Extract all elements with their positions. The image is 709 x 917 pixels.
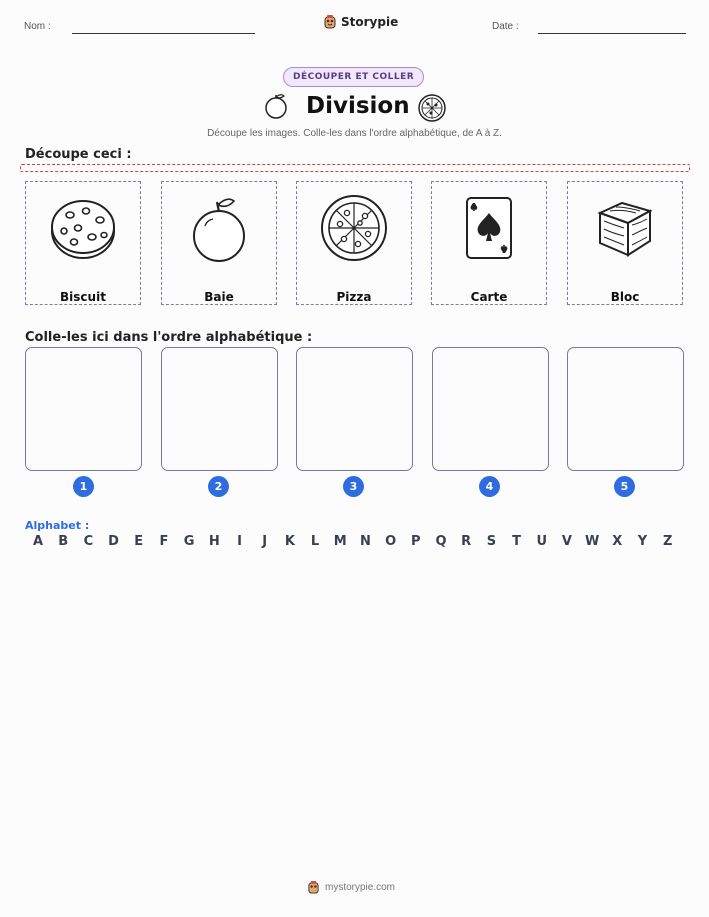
paste-box-1[interactable] [25, 347, 142, 471]
playing-card-icon [449, 188, 529, 268]
footer [307, 880, 395, 895]
name-label: Nom : [24, 21, 51, 32]
alphabet-letter: U [536, 534, 548, 549]
alphabet-letter: Q [435, 534, 447, 549]
alphabet-row [28, 534, 678, 549]
storypie-mascot-icon [323, 14, 337, 30]
alphabet-letter: V [561, 534, 572, 549]
instructions: Découpe les images. Colle-les dans l'ordre alphabétique, de A à Z. [207, 128, 502, 139]
paste-box-2[interactable] [161, 347, 278, 471]
paste-section-label: Colle-les ici dans l'ordre alphabétique : [25, 330, 313, 345]
activity-badge: DÉCOUPER ET COLLER [283, 67, 424, 87]
alphabet-letter: F [159, 534, 169, 549]
number-badge-4: 4 [479, 476, 500, 497]
alphabet-letter: G [183, 534, 195, 549]
alphabet-letter: Z [662, 534, 673, 549]
alphabet-letter: L [310, 534, 320, 549]
brand-logo [323, 14, 398, 30]
alphabet-letter: R [461, 534, 472, 549]
card-label: Carte [470, 290, 508, 304]
cut-card-pizza[interactable] [296, 181, 412, 305]
alphabet-letter: O [385, 534, 397, 549]
alphabet-letter: N [359, 534, 371, 549]
alphabet-letter: C [83, 534, 94, 549]
alphabet-letter: A [32, 534, 44, 549]
alphabet-letter: B [58, 534, 69, 549]
cut-card-bloc[interactable] [567, 181, 683, 305]
date-label: Date : [492, 21, 519, 32]
number-badge-3: 3 [343, 476, 364, 497]
number-badge-1: 1 [73, 476, 94, 497]
alphabet-letter: Y [637, 534, 648, 549]
card-label: Pizza [336, 290, 372, 304]
storypie-mascot-icon [307, 880, 320, 895]
cut-section-label: Découpe ceci : [25, 147, 132, 162]
alphabet-letter: K [284, 534, 295, 549]
pizza-title-icon [417, 93, 447, 128]
footer-url: mystorypie.com [325, 882, 396, 893]
name-line[interactable] [72, 33, 255, 34]
number-badge-5: 5 [614, 476, 635, 497]
date-line[interactable] [538, 33, 686, 34]
alphabet-letter: D [108, 534, 119, 549]
number-badge-2: 2 [208, 476, 229, 497]
page-title: Division [306, 93, 410, 119]
cut-card-carte[interactable] [431, 181, 547, 305]
alphabet-letter: E [134, 534, 144, 549]
card-label: Baie [204, 290, 234, 304]
orange-icon [263, 92, 289, 125]
alphabet-letter: M [333, 534, 347, 549]
alphabet-letter: H [208, 534, 220, 549]
cut-card-baie[interactable] [161, 181, 277, 305]
wooden-block-icon [585, 188, 665, 268]
alphabet-label: Alphabet : [25, 519, 90, 532]
brand-name: Storypie [341, 15, 399, 29]
alphabet-letter: P [411, 534, 421, 549]
alphabet-letter: J [262, 534, 268, 549]
berry-icon [179, 188, 259, 268]
cookie-icon [43, 188, 123, 268]
cut-card-biscuit[interactable] [25, 181, 141, 305]
alphabet-letter: W [584, 534, 600, 549]
alphabet-letter: X [612, 534, 623, 549]
alphabet-letter: T [512, 534, 521, 549]
paste-box-5[interactable] [567, 347, 684, 471]
card-label: Biscuit [60, 290, 106, 304]
pizza-icon [314, 188, 394, 268]
paste-box-4[interactable] [432, 347, 549, 471]
card-label: Bloc [610, 290, 640, 304]
alphabet-letter: S [486, 534, 497, 549]
cut-dashed-line [20, 164, 690, 172]
alphabet-letter: I [237, 534, 242, 549]
paste-box-3[interactable] [296, 347, 413, 471]
